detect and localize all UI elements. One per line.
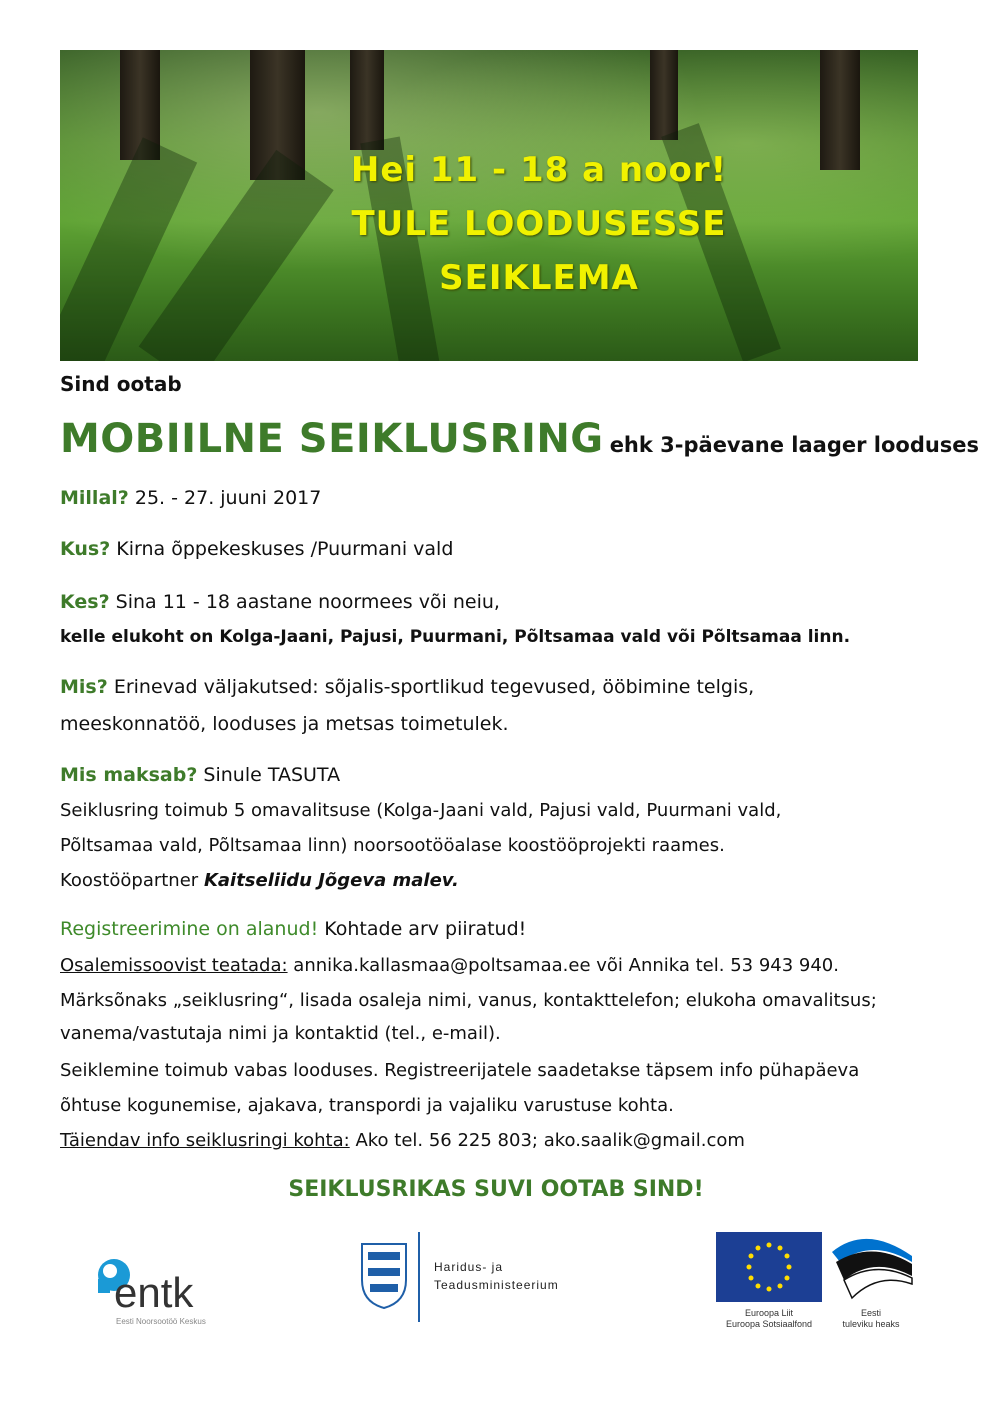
page-subtitle: ehk 3-päevane laager looduses: [609, 433, 980, 457]
notify-row: [60, 955, 839, 976]
what-row: [60, 676, 754, 698]
tree-trunk: [650, 50, 678, 140]
who-detail: kelle elukoht on Kolga-Jaani, Pajusi, Puurmani, Põltsamaa vald või Põltsamaa linn.: [60, 627, 851, 647]
ministry-line2: Teadusministeerium: [434, 1278, 559, 1292]
partner-name: Kaitseliidu Jõgeva malev.: [203, 870, 459, 891]
when-row: [60, 487, 321, 509]
info-line2: õhtuse kogunemise, ajakava, transpordi ja vajaliku varustuse kohta.: [60, 1095, 674, 1116]
cost-row: [60, 764, 340, 786]
hero-headline-1: Hei 11 - 18 a noor!: [350, 150, 728, 190]
eu-line2: Euroopa Sotsiaalfond: [725, 1319, 813, 1329]
registration-limited: Kohtade arv piiratud!: [324, 918, 527, 940]
eu-logo: [716, 1232, 822, 1332]
cost-line2: Põltsamaa vald, Põltsamaa linn) noorsootööalase koostööprojekti raames.: [60, 835, 725, 856]
ministry-divider: [418, 1232, 420, 1322]
extra-info-value[interactable]: Ako tel. 56 225 803; ako.saalik@gmail.com: [355, 1130, 745, 1151]
when-value: 25. - 27. juuni 2017: [134, 487, 322, 509]
info-line1: Seiklemine toimub vabas looduses. Registreerijatele saadetakse täpsem info pühapäeva: [60, 1060, 860, 1081]
hero-forest-image: [60, 50, 918, 361]
cost-value: Sinule TASUTA: [203, 764, 341, 786]
page-title: MOBIILNE SEIKLUSRING: [60, 416, 604, 462]
estonia-logo: [826, 1232, 916, 1332]
coat-of-arms-icon: [360, 1240, 410, 1310]
partner-row: [60, 870, 459, 891]
extra-info-label: Täiendav info seiklusringi kohta:: [60, 1130, 350, 1151]
registration-started: Registreerimine on alanud!: [60, 918, 319, 940]
ministry-line1: Haridus- ja: [434, 1260, 504, 1274]
hero-headline-3: SEIKLEMA: [439, 258, 639, 298]
what-label: Mis?: [60, 676, 108, 698]
entk-subtitle: Eesti Noorsootöö Keskus: [116, 1317, 206, 1326]
where-label: Kus?: [60, 538, 111, 560]
notify-value[interactable]: annika.kallasmaa@poltsamaa.ee või Annika tel. 53 943 940.: [293, 955, 839, 976]
footer-slogan: SEIKLUSRIKAS SUVI OOTAB SIND!: [288, 1177, 704, 1202]
when-label: Millal?: [60, 487, 129, 509]
cost-label: Mis maksab?: [60, 764, 198, 786]
entk-wordmark: entk: [114, 1269, 194, 1316]
what-line1: Erinevad väljakutsed: sõjalis-sportlikud tegevused, ööbimine telgis,: [113, 676, 755, 698]
ministry-logo: [360, 1240, 600, 1330]
tree-trunk: [350, 50, 384, 150]
title-row: [60, 416, 979, 462]
estonian-flag-swoosh-icon: [826, 1232, 916, 1304]
eu-line1: Euroopa Liit: [744, 1308, 794, 1318]
who-label: Kes?: [60, 591, 110, 613]
where-value: Kirna õppekeskuses /Puurmani vald: [116, 538, 454, 560]
entk-logo: [88, 1245, 248, 1335]
estonia-line2: tuleviku heaks: [842, 1319, 900, 1329]
who-value: Sina 11 - 18 aastane noormees või neiu,: [115, 591, 500, 613]
eu-flag-icon: [716, 1232, 822, 1302]
where-row: [60, 538, 453, 560]
what-line2: meeskonnatöö, looduses ja metsas toimetulek.: [60, 713, 509, 735]
partner-label: Koostööpartner: [60, 870, 199, 891]
extra-info-row: [60, 1130, 745, 1151]
keyword-line1: Märksõnaks „seiklusring“, lisada osaleja nimi, vanus, kontakttelefon; elukoha omavalitsus;: [60, 990, 877, 1011]
cost-line1: Seiklusring toimub 5 omavalitsuse (Kolga-Jaani vald, Pajusi vald, Puurmani vald,: [60, 800, 782, 821]
who-row: [60, 591, 500, 613]
notify-label: Osalemissoovist teatada:: [60, 955, 288, 976]
hero-headline-2: TULE LOODUSESSE: [351, 204, 727, 244]
registration-row: [60, 918, 526, 940]
estonia-line1: Eesti: [860, 1308, 881, 1318]
tree-trunk: [820, 50, 860, 170]
keyword-line2: vanema/vastutaja nimi ja kontaktid (tel., e-mail).: [60, 1023, 501, 1044]
intro-text: Sind ootab: [60, 372, 182, 396]
